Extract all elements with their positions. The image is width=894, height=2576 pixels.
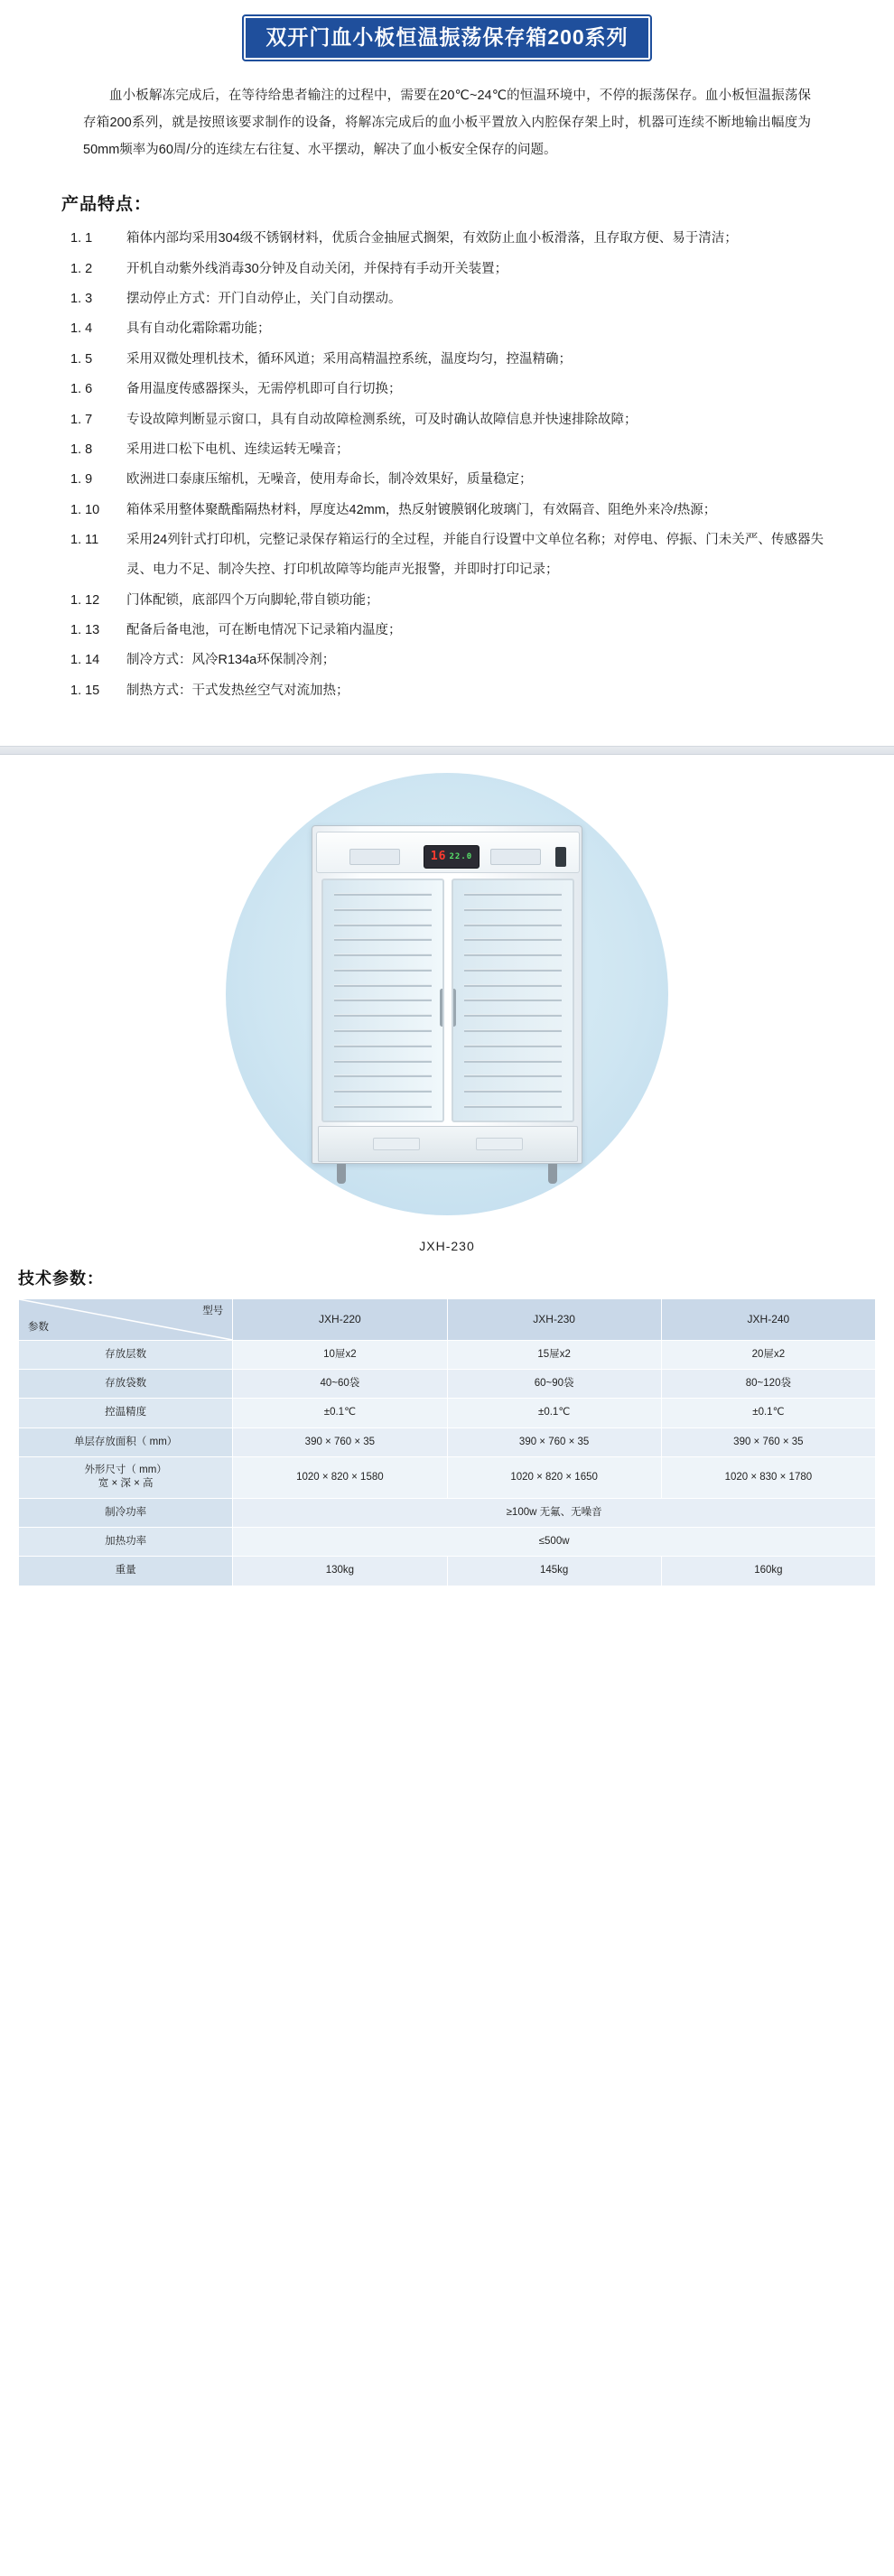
panel-knob-icon [555, 847, 566, 867]
spec-table [18, 1298, 876, 1586]
door-handle-right [452, 989, 456, 1027]
feature-item [70, 224, 824, 254]
spec-col-2: JXH-230 [447, 1298, 661, 1340]
spec-cell: 160kg [661, 1557, 875, 1586]
feature-text: 采用双微处理机技术，循环风道；采用高精温控系统，温度均匀，控温精确； [126, 351, 572, 367]
table-row [19, 1557, 876, 1586]
feature-number: 1. 14 [70, 653, 100, 668]
product-photo [0, 755, 894, 1260]
spec-cell: 80~120袋 [661, 1370, 875, 1399]
feature-number: 1. 12 [70, 592, 100, 608]
feature-item [70, 676, 824, 706]
spec-cell: 130kg [233, 1557, 447, 1586]
feature-number: 1. 10 [70, 502, 100, 517]
spec-cell: ≥100w 无氟、无噪音 [233, 1498, 876, 1527]
spec-header-row [19, 1298, 876, 1340]
control-panel [316, 832, 580, 873]
feature-number: 1. 3 [70, 292, 93, 307]
display-sub-value: 22.0 [449, 851, 473, 861]
feature-text: 备用温度传感器探头，无需停机即可自行切换； [126, 382, 402, 397]
feature-item [70, 525, 824, 586]
cabinet-doors [321, 879, 574, 1122]
spec-table-head [19, 1298, 876, 1340]
feature-text: 开机自动紫外线消毒30分钟及自动关闭，并保持有手动开关装置； [126, 261, 508, 276]
feature-number: 1. 15 [70, 683, 100, 698]
table-row [19, 1427, 876, 1456]
spec-cell: 145kg [447, 1557, 661, 1586]
intro-paragraph: 血小板解冻完成后，在等待给患者输注的过程中，需要在20℃~24℃的恒温环境中，不停的振荡保存。血小板恒温振荡保存箱200系列，就是按照该要求制作的设备，将解冻完成后的血小板平置放入内腔保存架上时，机器可连续不断地输出幅度为50mm频率为60周/分的连续左右往复、水平摆动，解决了血小板安全保存的问题。 [83, 88, 811, 157]
spec-cell: 390 × 760 × 35 [661, 1427, 875, 1456]
spec-row-label: 控温精度 [19, 1399, 233, 1427]
door-left [321, 879, 444, 1122]
feature-text: 具有自动化霜除霜功能； [126, 321, 271, 337]
feature-item [70, 255, 824, 284]
feature-number: 1. 9 [70, 472, 93, 488]
feature-item [70, 586, 824, 616]
spec-cell: ≤500w [233, 1528, 876, 1557]
feature-number: 1. 5 [70, 351, 93, 367]
feature-number: 1. 1 [70, 231, 93, 246]
spec-cell: 40~60袋 [233, 1370, 447, 1399]
feature-item [70, 345, 824, 375]
table-row [19, 1528, 876, 1557]
spec-cell: ±0.1℃ [661, 1399, 875, 1427]
feature-number: 1. 13 [70, 622, 100, 637]
rack-right [464, 893, 562, 1108]
feature-item [70, 314, 824, 344]
vent-icon-left [373, 1138, 420, 1150]
feature-number: 1. 2 [70, 261, 93, 276]
diagonal-line-icon [19, 1299, 232, 1340]
spec-cell: 390 × 760 × 35 [447, 1427, 661, 1456]
feature-number: 1. 6 [70, 382, 93, 397]
feature-number: 1. 7 [70, 412, 93, 427]
caster-left [337, 1164, 346, 1184]
spec-corner-param-label: 参数 [28, 1321, 49, 1333]
features-list [70, 224, 824, 706]
spec-cell: 1020 × 830 × 1780 [661, 1456, 875, 1498]
feature-text: 采用进口松下电机、连续运转无噪音； [126, 442, 349, 457]
door-right [452, 879, 574, 1122]
feature-item [70, 284, 824, 314]
banner-container [0, 0, 894, 60]
temperature-display [424, 845, 480, 869]
feature-item [70, 405, 824, 435]
spec-row-label: 单层存放面积（ mm） [19, 1427, 233, 1456]
feature-text: 箱体采用整体聚酰酯隔热材料，厚度达42mm，热反射镀膜钢化玻璃门，有效隔音、阻绝外来冷/热源； [126, 502, 717, 517]
panel-left-display [349, 849, 400, 865]
feature-text: 制冷方式：风冷R134a环保制冷剂； [126, 653, 336, 668]
section-divider [0, 746, 894, 755]
spec-cell: ±0.1℃ [233, 1399, 447, 1427]
spec-row-label: 加热功率 [19, 1528, 233, 1557]
spec-row-label: 重量 [19, 1557, 233, 1586]
table-row [19, 1399, 876, 1427]
cabinet-illustration [312, 825, 582, 1195]
spec-cell: 15屉x2 [447, 1340, 661, 1369]
feature-item [70, 496, 824, 525]
feature-text: 门体配锁，底部四个万向脚轮,带自锁功能； [126, 592, 379, 608]
spec-cell: 20屉x2 [661, 1340, 875, 1369]
spec-cell: 1020 × 820 × 1580 [233, 1456, 447, 1498]
spec-col-3: JXH-240 [661, 1298, 875, 1340]
vent-icon-right [476, 1138, 523, 1150]
rack-left [334, 893, 432, 1108]
door-handle-left [440, 989, 444, 1027]
spec-cell: 390 × 760 × 35 [233, 1427, 447, 1456]
feature-text: 摆动停止方式：开门自动停止，关门自动摆动。 [126, 292, 402, 307]
spec-cell: 10屉x2 [233, 1340, 447, 1369]
feature-text: 配备后备电池，可在断电情况下记录箱内温度； [126, 622, 402, 637]
feature-number: 1. 4 [70, 321, 93, 337]
spec-title: 技术参数： [18, 1269, 104, 1288]
feature-number: 1. 8 [70, 442, 93, 457]
table-row [19, 1370, 876, 1399]
spec-corner-cell [19, 1298, 233, 1340]
feature-item [70, 616, 824, 646]
cabinet-base [318, 1126, 578, 1162]
feature-text: 采用24列针式打印机，完整记录保存箱运行的全过程，并能自行设置中文单位名称；对停电、停振、门未关严、传感器失灵、电力不足、制冷失控、打印机故障等均能声光报警，并即时打印记录； [126, 532, 824, 578]
feature-text: 专设故障判断显示窗口，具有自动故障检测系统，可及时确认故障信息并快速排除故障； [126, 412, 638, 427]
display-temp-value: 16 [430, 850, 447, 864]
panel-right-display [490, 849, 541, 865]
spec-row-label: 存放层数 [19, 1340, 233, 1369]
feature-item [70, 375, 824, 405]
table-row [19, 1340, 876, 1369]
feature-item [70, 465, 824, 495]
spec-col-1: JXH-220 [233, 1298, 447, 1340]
page-title: 双开门血小板恒温振荡保存箱200系列 [244, 16, 649, 60]
feature-item [70, 646, 824, 675]
spec-cell: ±0.1℃ [447, 1399, 661, 1427]
spec-corner-model-label: 型号 [202, 1305, 224, 1316]
spec-cell: 1020 × 820 × 1650 [447, 1456, 661, 1498]
feature-number: 1. 11 [70, 532, 99, 547]
spec-table-body [19, 1340, 876, 1586]
spec-row-label: 存放袋数 [19, 1370, 233, 1399]
spec-row-label: 制冷功率 [19, 1498, 233, 1527]
caster-right [548, 1164, 557, 1184]
spec-cell: 60~90袋 [447, 1370, 661, 1399]
feature-text: 箱体内部均采用304级不锈钢材料，优质合金抽屉式搁架，有效防止血小板滑落，且存取方便、易于清洁； [126, 231, 738, 246]
feature-item [70, 435, 824, 465]
photo-caption: JXH-230 [419, 1238, 475, 1253]
table-row [19, 1498, 876, 1527]
feature-text: 欧洲进口泰康压缩机，无噪音，使用寿命长，制冷效果好，质量稳定； [126, 472, 533, 488]
spec-row-label: 外形尺寸（ mm） 宽 × 深 × 高 [19, 1456, 233, 1498]
features-title: 产品特点： [61, 195, 153, 215]
cabinet-body [312, 825, 582, 1164]
table-row [19, 1456, 876, 1498]
feature-text: 制热方式：干式发热丝空气对流加热； [126, 683, 349, 698]
